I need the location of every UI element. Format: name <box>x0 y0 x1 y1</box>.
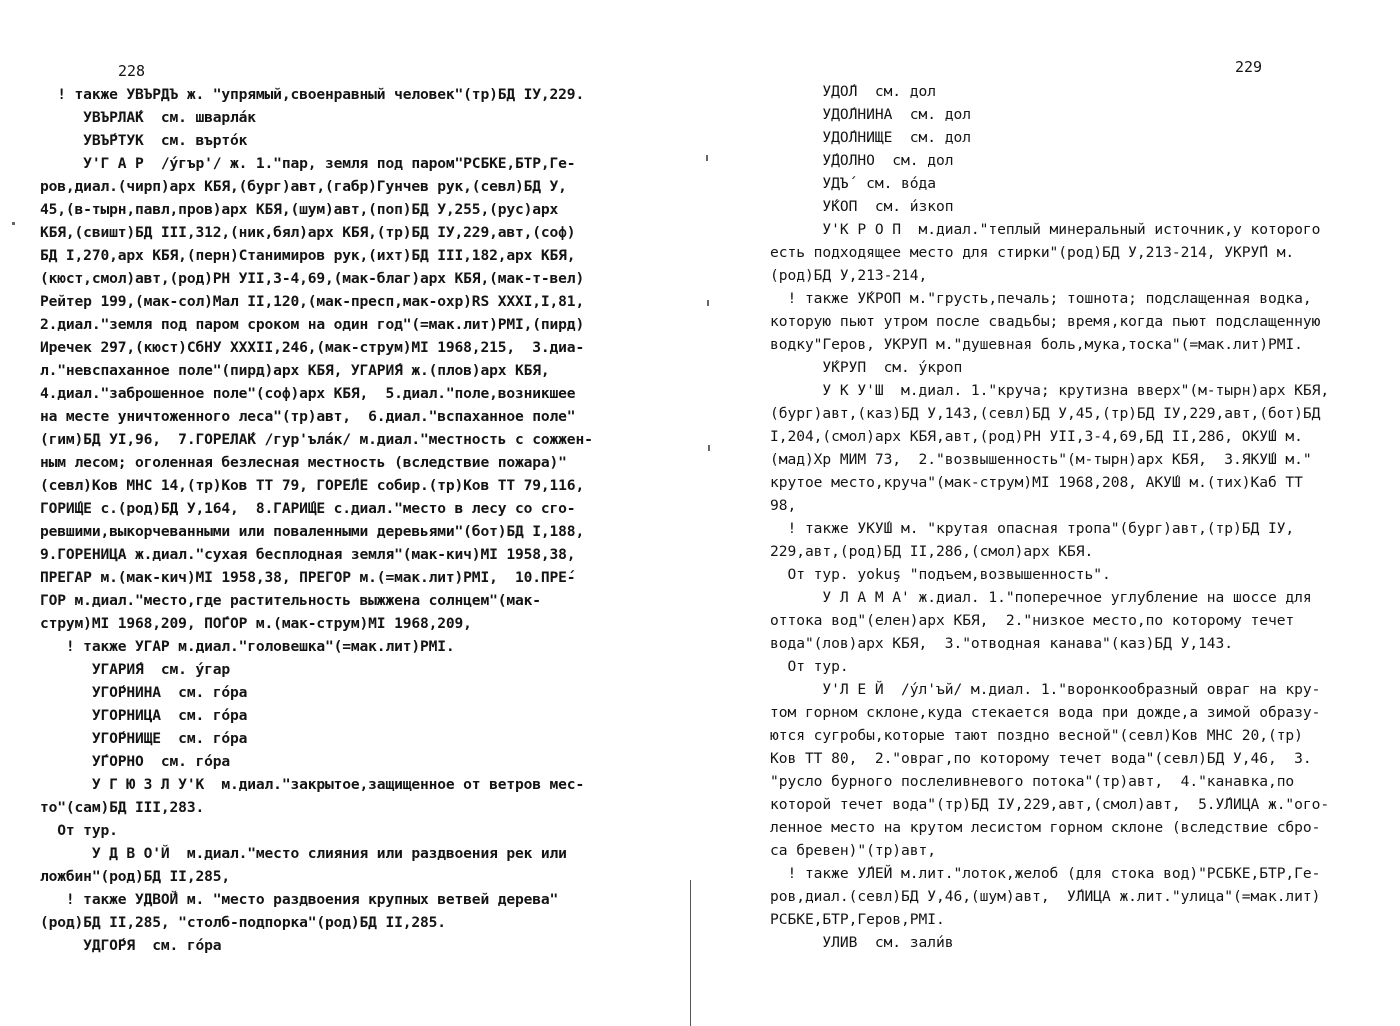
text-line: на месте уничтоженного леса"(тр)авт, 6.диал."вспаханное поле" <box>40 408 576 425</box>
text-line: У́ГОРНО см. гóра <box>40 753 230 770</box>
left-page-text <box>40 83 680 957</box>
text-line: У́ДОЛНО см. дол <box>770 152 954 169</box>
text-line: УВЪ́РТУК см. въртóк <box>40 132 248 149</box>
text-line: УГАРИ́Я см. у́гар <box>40 661 230 678</box>
text-line: УГОРНИЦА см. гóра <box>40 707 248 724</box>
text-line: крутое место,круча"(мак-струм)МI 1968,208, АКУ́Ш м.(тих)Каб ТТ <box>770 474 1303 491</box>
text-line: От тур. yokuş "подъем,возвышенность". <box>770 566 1111 583</box>
text-line: ГОРИ́ЩЕ с.(род)БД У,164, 8.ГАРИ́ЩЕ с.диал."место в лесу со сго- <box>40 500 576 517</box>
text-line: От тур. <box>40 822 118 839</box>
text-line: которой течет вода"(тр)БД IУ,229,авт,(смол)авт, 5.У́ЛИЦА ж."ого- <box>770 796 1330 813</box>
text-line: У Д В О'Й м.диал."место слияния или раздвоения рек или <box>40 845 567 862</box>
text-line: ! также УГАР м.диал."головешка"(=мак.лит)РМI. <box>40 638 455 655</box>
text-line: ров,диал.(севл)БД У,46,(шум)авт, У́ЛИЦА ж.лит."улица"(=мак.лит) <box>770 888 1321 905</box>
text-line: РСБКЕ,БТР,Геров,РМI. <box>770 911 945 928</box>
text-line: (род)БД II,285, "столб-подпорка"(род)БД II,285. <box>40 914 446 931</box>
page-gutter <box>690 880 691 1026</box>
text-line: От тур. <box>770 658 849 675</box>
text-line: Ков ТТ 80, 2."овраг,по которому течет вода"(севл)БД У,46, 3. <box>770 750 1312 767</box>
text-line: 9.ГОРЕНИЦА ж.диал."сухая бесплодная земля"(мак-кич)МI 1958,38, <box>40 546 576 563</box>
text-line: ревшими,выкорчеванными или поваленными деревьями"(бот)БД I,188, <box>40 523 585 540</box>
text-line: ГОР м.диал."место,где растительность выжжена солнцем"(мак- <box>40 592 541 609</box>
text-line: 2.диал."земля под паром сроком на один год"(=мак.лит)РМI,(пирд) <box>40 316 585 333</box>
text-line: ложбин"(род)БД II,285, <box>40 868 230 885</box>
text-line: I,204,(смол)арх КБЯ,авт,(род)РН УII,3-4,69,БД II,286, ОКУ́Ш м. <box>770 428 1303 445</box>
text-line: УВЪРЛА́К см. шварла́к <box>40 109 256 126</box>
text-line: л."невспаханное поле"(пирд)арх КБЯ, УГАРИ́Я ж.(плов)арх КБЯ, <box>40 362 550 379</box>
text-line: УДЪ́ см. вóда <box>770 175 936 192</box>
text-line: УДО́ЛНИЩЕ см. дол <box>770 129 971 146</box>
text-line: У Г Ю З Л У'К м.диал."закрытое,защищенное от ветров мес- <box>40 776 585 793</box>
text-line: УГО́РНИНА см. гóра <box>40 684 248 701</box>
text-line: ленное место на крутом лесистом горном склоне (вследствие сбро- <box>770 819 1321 836</box>
text-line: ются сугробы,которые тают поздно весной"(севл)Ков МНС 20,(тр) <box>770 727 1303 744</box>
right-page-text <box>770 80 1390 954</box>
text-line: ! также У́ЛЕЙ м.лит."лоток,желоб (для стока вод)"РСБКЕ,БТР,Ге- <box>770 865 1321 882</box>
text-line: КБЯ,(свишт)БД III,312,(ник,бял)арх КБЯ,(тр)БД IУ,229,авт,(соф) <box>40 224 576 241</box>
text-line: ПРЕГАР м.(мак-кич)МI 1958,38, ПРЕГОР м.(=мак.лит)РМI, 10.ПРЕ́- <box>40 569 576 586</box>
text-line: (кюст,смол)авт,(род)РН УII,3-4,69,(мак-благ)арх КБЯ,(мак-т-вел) <box>40 270 585 287</box>
text-line: ! также У́КРОП м."грусть,печаль; тошнота; подслащенная водка, <box>770 290 1312 307</box>
page-number: 228 <box>118 62 146 80</box>
text-line: (гим)БД УI,96, 7.ГОРЕЛА́К /гур'ъла́к/ м.диал."местность с сожжен- <box>40 431 593 448</box>
text-line: струм)МI 1968,209, ПО́ГОР м.(мак-струм)МI 1968,209, <box>40 615 472 632</box>
text-line: У'Л Е Й /у́л'ъй/ м.диал. 1."воронкообразный овраг на кру- <box>770 681 1321 698</box>
right-page <box>700 0 1400 1026</box>
text-line: "русло бурного послеливневого потока"(тр)авт, 4."канавка,по <box>770 773 1295 790</box>
text-line: то"(сам)БД III,283. <box>40 799 205 816</box>
text-line: Иречек 297,(кюст)СбНУ XXXII,246,(мак-струм)МI 1968,215, 3.диа- <box>40 339 585 356</box>
text-line: УДО́ЛНИНА см. дол <box>770 106 971 123</box>
text-line: есть подходящее место для стирки"(род)БД У,213-214, УКРУ́П м. <box>770 244 1295 261</box>
text-line: У'К Р О П м.диал."теплый минеральный источник,у которого <box>770 221 1321 238</box>
text-line: Рейтер 199,(мак-сол)Мал II,120,(мак-пресп,мак-охр)RS XXXI,I,81, <box>40 293 585 310</box>
text-line: том горном склоне,куда стекается вода при дожде,а зимой образу- <box>770 704 1321 721</box>
text-line: ! также УДВО́Й м. "место раздвоения крупных ветвей дерева" <box>40 891 559 908</box>
page-number: 229 <box>1235 58 1263 76</box>
text-line: БД I,270,арх КБЯ,(перн)Станимиров рук,(ихт)БД III,182,арх КБЯ, <box>40 247 576 264</box>
text-line: (севл)Ков МНС 14,(тр)Ков ТТ 79, ГОРЕ́ЛЕ собир.(тр)Ков ТТ 79,116, <box>40 477 585 494</box>
text-line: водку"Геров, УКРУП м."душевная боль,мука,тоска"(=мак.лит)РМI. <box>770 336 1303 353</box>
text-line: ! также УКУ́Ш м. "крутая опасная тропа"(бург)авт,(тр)БД IУ, <box>770 520 1295 537</box>
text-line: вода"(лов)арх КБЯ, 3."отводная канава"(каз)БД У,143. <box>770 635 1234 652</box>
text-line: УГО́РНИЩЕ см. гóра <box>40 730 248 747</box>
text-line: У'Г А Р /у́гър'/ ж. 1."пар, земля под паром"РСБКЕ,БТР,Ге- <box>40 155 576 172</box>
text-line: У К У'Ш м.диал. 1."круча; крутизна вверх"(м-тырн)арх КБЯ, <box>770 382 1330 399</box>
text-line: УЛИВ см. зали́в <box>770 934 954 951</box>
text-line: ! также УВЪРДЪ ж. "упрямый,своенравный человек"(тр)БД IУ,229. <box>40 86 585 103</box>
text-line: ным лесом; оголенная безлесная местность (вследствие пожара)" <box>40 454 567 471</box>
text-line: 98, <box>770 497 797 514</box>
text-line: которую пьют утром после свадьбы; время,когда пьют подслащенную <box>770 313 1321 330</box>
text-line: (мад)Хр МИМ 73, 2."возвышенность"(м-тырн)арх КБЯ, 3.ЯКУ́Ш м." <box>770 451 1312 468</box>
text-line: 45,(в-тырн,павл,пров)арх КБЯ,(шум)авт,(поп)БД У,255,(рус)арх <box>40 201 559 218</box>
text-line: У Л А М А' ж.диал. 1."поперечное углубление на шоссе для <box>770 589 1312 606</box>
text-line: УДГО́РЯ см. гóра <box>40 937 222 954</box>
text-line: ров,диал.(чирп)арх КБЯ,(бург)авт,(габр)Гунчев рук,(севл)БД У, <box>40 178 567 195</box>
text-line: оттока вод"(елен)арх КБЯ, 2."низкое место,по которому течет <box>770 612 1295 629</box>
margin-mark <box>12 222 15 225</box>
text-line: У́КОП см. и́зкоп <box>770 198 954 215</box>
text-line: УДО́Л см. дол <box>770 83 936 100</box>
text-line: 4.диал."заброшенное поле"(соф)арх КБЯ, 5.диал."поле,возникшее <box>40 385 576 402</box>
text-line: (род)БД У,213-214, <box>770 267 928 284</box>
text-line: У́КРУП см. у́кроп <box>770 359 963 376</box>
text-line: 229,авт,(род)БД II,286,(смол)арх КБЯ. <box>770 543 1094 560</box>
text-line: са бревен)"(тр)авт, <box>770 842 936 859</box>
left-page <box>0 0 690 1026</box>
text-line: (бург)авт,(каз)БД У,143,(севл)БД У,45,(тр)БД IУ,229,авт,(бот)БД <box>770 405 1321 422</box>
